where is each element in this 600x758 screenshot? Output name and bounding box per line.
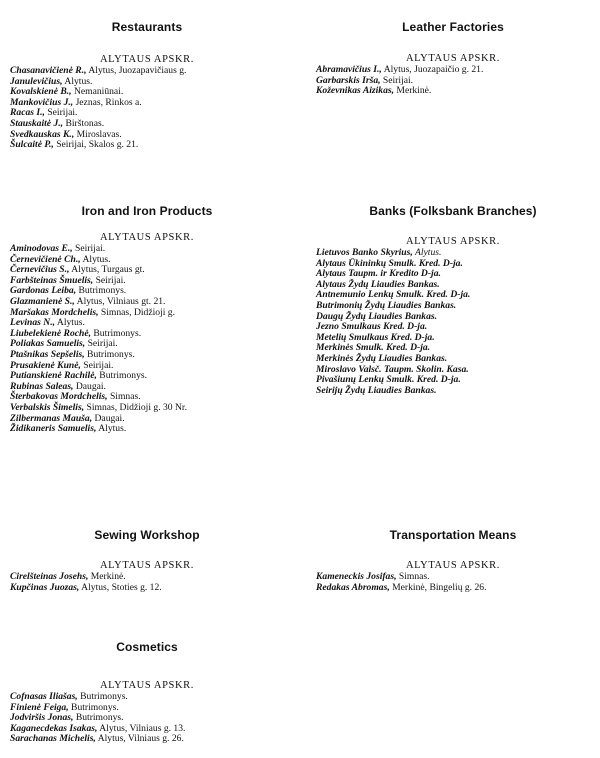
- entry-name: Abramavičius I.,: [316, 64, 382, 75]
- entry-location: Butrimonys.: [96, 370, 147, 382]
- entry-location: Seirijai.: [44, 107, 78, 119]
- district-label: ALYTAUS APSKR.: [99, 232, 195, 243]
- entry-name: Janulevičius,: [10, 75, 63, 87]
- entry-name: Butrimonių Žydų Liaudies Bankas.: [316, 299, 457, 311]
- entry-location: Seirijai.: [85, 338, 118, 350]
- entry-name: Kameneckis Josifas,: [316, 571, 397, 582]
- entry-name: Garbarskis Irša,: [316, 74, 381, 86]
- district-label: ALYTAUS APSKR.: [405, 53, 501, 64]
- entry-name: Pivašiunų Lenkų Smulk. Kred. D-ja.: [316, 374, 461, 386]
- entry-location: Seirijai.: [80, 359, 114, 371]
- entry-name: Šulcaitė P.,: [10, 139, 54, 151]
- district-label: ALYTAUS APSKR.: [99, 680, 195, 691]
- list-item: [316, 386, 598, 397]
- entry-name: Ptašnikas Sepšelis,: [10, 348, 85, 360]
- list-item: [10, 734, 292, 745]
- entry-list: [308, 65, 598, 97]
- entry-name: Putianskienė Rachilė,: [10, 370, 97, 382]
- entry-location: Alytus, Stoties g. 12.: [79, 581, 162, 593]
- entry-list: [2, 572, 292, 593]
- section-cosmetics: [2, 640, 292, 745]
- entry-name: Jezno Smulkaus Kred. D-ja.: [316, 321, 428, 333]
- entry-name: Kupčinas Juozas,: [10, 581, 80, 593]
- entry-name: Merkinės Žydų Liaudies Bankas.: [316, 352, 448, 364]
- entry-name: Glazmanienė S.,: [10, 295, 75, 307]
- entry-location: Butrimonys.: [76, 285, 127, 297]
- entry-location: Daugai.: [92, 412, 125, 424]
- district-label: ALYTAUS APSKR.: [99, 560, 195, 571]
- entry-name: Svedkauskas K.,: [10, 128, 75, 140]
- entry-location: Butrimonys.: [68, 701, 119, 713]
- entry-name: Redakas Abromas,: [316, 581, 390, 593]
- entry-location: Alytus.: [80, 253, 111, 265]
- entry-location: Seirijai, Skalos g. 21.: [53, 139, 139, 151]
- entry-location: Simnas.: [396, 571, 430, 582]
- entry-name: Židikaneris Samuelis,: [10, 423, 97, 435]
- entry-location: Butrimonys.: [84, 348, 135, 360]
- district-label: ALYTAUS APSKR.: [99, 54, 195, 65]
- entry-location: Alytus, Vilniaus g. 13.: [97, 722, 186, 734]
- entry-name: Gardonas Leiba,: [10, 285, 77, 297]
- list-item: [10, 140, 292, 151]
- entry-name: Cofnasas Iliašas,: [10, 691, 78, 702]
- entry-name: Černevičienė Ch.,: [10, 253, 81, 265]
- entry-location: Alytus.: [412, 247, 442, 258]
- entry-name: Farbšteinas Šmuelis,: [10, 274, 94, 286]
- entry-name: Sarachanas Michelis,: [10, 733, 96, 745]
- entry-list: [308, 572, 598, 593]
- entry-location: Alytus.: [62, 75, 93, 87]
- entry-name: Alytaus Taupm. ir Kredito D-ja.: [316, 268, 441, 280]
- entry-location: Alytus, Juozapaičio g. 21.: [381, 64, 484, 75]
- entry-name: Chasanavičienė R.,: [10, 65, 87, 76]
- entry-name: Poliakas Samuelis,: [10, 338, 86, 350]
- section-heading: Restaurants: [111, 20, 183, 34]
- entry-location: Alytus.: [96, 423, 127, 435]
- section-heading: Leather Factories: [402, 20, 504, 34]
- entry-location: Butrimonys.: [91, 327, 142, 339]
- entry-name: Maršakas Mordchelis,: [10, 306, 99, 318]
- entry-name: Kaganecdekas Isakas,: [10, 722, 98, 734]
- entry-name: Prusakienė Kunė,: [10, 359, 81, 371]
- entry-name: Liubelekienė Rochė,: [10, 327, 91, 339]
- entry-list: [2, 692, 292, 745]
- section-heading: Cosmetics: [116, 640, 178, 654]
- entry-location: Merkinė.: [88, 571, 126, 582]
- entry-location: Simnas, Didžioji g.: [98, 306, 175, 318]
- entry-location: Miroslavas.: [74, 128, 122, 140]
- entry-location: Seirijai.: [380, 74, 414, 86]
- entry-location: Alytus, Juozapavičiaus g.: [86, 65, 187, 76]
- entry-name: Alytaus Ūkininkų Smulk. Kred. D-ja.: [316, 257, 463, 269]
- section-transportation-means: [308, 528, 598, 593]
- entry-name: Seirijų Žydų Liaudies Bankas.: [316, 384, 437, 396]
- entry-location: Butrimonys.: [73, 712, 124, 724]
- entry-name: Stauskaitė J.,: [10, 117, 64, 129]
- entry-name: Antnemunio Lenkų Smulk. Kred. D-ja.: [316, 289, 471, 301]
- entry-name: Alytaus Žydų Liaudies Bankas.: [316, 278, 440, 290]
- entry-location: Alytus, Vilniaus gt. 21.: [74, 295, 166, 307]
- entry-location: Birštonas.: [63, 117, 105, 129]
- entry-location: Simnas.: [107, 391, 141, 403]
- entry-name: Mankovičius J.,: [10, 96, 74, 108]
- entry-name: Miroslavo Valsč. Taupm. Skolin. Kasa.: [316, 363, 469, 375]
- list-item: [10, 583, 292, 594]
- entry-name: Verbalskis Šimelis,: [10, 401, 85, 413]
- entry-name: Rubinas Saleas,: [10, 380, 74, 392]
- entry-name: Lietuvos Banko Skyrius,: [316, 247, 413, 258]
- district-label: ALYTAUS APSKR.: [405, 236, 501, 247]
- entry-name: Metelių Smulkaus Kred. D-ja.: [316, 331, 435, 343]
- section-heading: Iron and Iron Products: [81, 204, 213, 218]
- entry-name: Levinas N.,: [10, 317, 56, 329]
- entry-name: Kovalskienė B.,: [10, 86, 72, 98]
- entry-location: Seirijai.: [72, 243, 106, 254]
- section-restaurants: [2, 20, 292, 151]
- district-label: ALYTAUS APSKR.: [405, 560, 501, 571]
- entry-name: Daugų Žydų Liaudies Bankas.: [316, 310, 438, 322]
- entry-location: Butrimonys.: [77, 691, 128, 702]
- entry-location: Simnas, Didžioji g. 30 Nr.: [84, 401, 187, 413]
- entry-name: Zilbermanas Mauša,: [10, 412, 93, 424]
- entry-list: [308, 248, 598, 396]
- entry-location: Jeznas, Rinkos a.: [73, 96, 142, 108]
- section-heading: Transportation Means: [389, 528, 517, 542]
- entry-location: Merkinė.: [394, 85, 432, 97]
- list-item: [316, 86, 598, 97]
- section-iron-products: [2, 204, 292, 435]
- entry-location: Merkinė, Bingelių g. 26.: [389, 581, 487, 593]
- section-sewing-workshop: [2, 528, 292, 593]
- entry-location: Alytus, Turgaus gt.: [69, 264, 145, 276]
- entry-name: Merkinės Smulk. Kred. D-ja.: [316, 342, 431, 354]
- entry-name: Aminodovas E.,: [10, 243, 73, 254]
- entry-name: Černevičius S.,: [10, 264, 70, 276]
- entry-name: Koževnikas Aizikas,: [316, 85, 395, 97]
- section-leather-factories: [308, 20, 598, 97]
- entry-list: [2, 66, 292, 151]
- entry-location: Nemaniūnai.: [71, 86, 124, 98]
- list-item: [10, 424, 292, 435]
- entry-name: Racas I.,: [10, 107, 45, 119]
- entry-name: Jodviršis Jonas,: [10, 712, 74, 724]
- entry-list: [2, 244, 292, 435]
- entry-location: Alytus.: [55, 317, 85, 329]
- entry-location: Seirijai.: [93, 274, 126, 286]
- section-banks: [308, 204, 598, 396]
- entry-location: Alytus, Vilniaus g. 26.: [95, 733, 184, 745]
- entry-name: Šterbakovas Mordchelis,: [10, 391, 108, 403]
- entry-location: Daugai.: [73, 380, 106, 392]
- section-heading: Sewing Workshop: [94, 528, 200, 542]
- list-item: [316, 583, 598, 594]
- entry-name: Finienė Feiga,: [10, 701, 69, 713]
- entry-name: Cirelšteinas Josehs,: [10, 571, 89, 582]
- section-heading: Banks (Folksbank Branches): [369, 204, 537, 218]
